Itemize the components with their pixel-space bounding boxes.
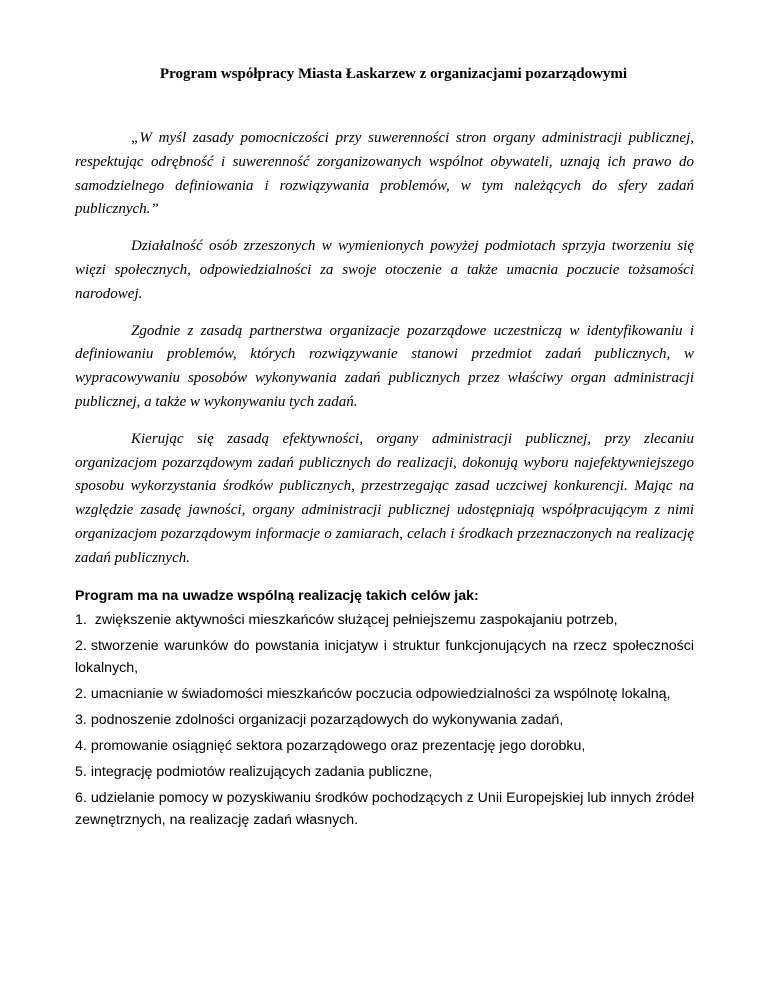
- list-item: [75, 787, 694, 831]
- list-item-number: 1.: [75, 611, 87, 628]
- list-item-number: 6.: [75, 789, 87, 806]
- list-item-text: promowanie osiągnięć sektora pozarządowego oraz prezentację jego dorobku,: [90, 737, 586, 754]
- list-item-text: integrację podmiotów realizujących zadania publiczne,: [90, 763, 433, 780]
- list-item-text: umacnianie w świadomości mieszkańców poczucia odpowiedzialności za wspólnotę lokalną,: [90, 685, 671, 702]
- paragraph-subsidiarity: „W myśl zasady pomocniczości przy suwerenności stron organy administracji publicznej, respektując odrębność i suwerenność zorganizowanych wspólnot obywateli, uznają ich prawo do samodzielnego definiowania i rozwiązywania problemów, w tym należących do sfery zadań publicznych.”: [75, 130, 694, 218]
- list-item-number: 2.: [75, 685, 87, 702]
- list-item: [75, 761, 694, 783]
- document-title: Program współpracy Miasta Łaskarzew z organizacjami pozarządowymi: [159, 66, 628, 82]
- document-page: [75, 62, 694, 835]
- list-item-number: 5.: [75, 763, 87, 780]
- paragraph-partnership: Zgodnie z zasadą partnerstwa organizacje pozarządowe uczestniczą w identyfikowaniu i definiowaniu problemów, których rozwiązywanie stanowi przedmiot zadań publicznych, w wypracowywaniu sposobów wykonywania zadań publicznych przez właściwy organ administracji publicznej, a także w wykonywaniu tych zadań.: [75, 322, 694, 410]
- list-item-text: podnoszenie zdolności organizacji pozarządowych do wykonywania zadań,: [90, 711, 564, 728]
- paragraph-social-bonds: Działalność osób zrzeszonych w wymienionych powyżej podmiotach sprzyja tworzeniu się więzi społecznych, odpowiedzialności za swoje otoczenie a także umacnia poczucie tożsamości narodowej.: [75, 238, 694, 302]
- paragraph-efficiency: Kierując się zasadą efektywności, organy administracji publicznej, przy zlecaniu organizacjom pozarządowym zadań publicznych do realizacji, dokonują wyboru najefektywniejszego sposobu wykorzystania środków publicznych, przestrzegając zasad uczciwej konkurencji. Mając na względzie zasadę jawności, organy administracji publicznej udostępniają współpracującym z nimi organizacjom pozarządowym informacje o zamiarach, celach i środkach przeznaczonych na realizację zadań publicznych.: [75, 430, 694, 566]
- list-item: [75, 709, 694, 731]
- list-item-text: udzielanie pomocy w pozyskiwaniu środków pochodzących z Unii Europejskiej lub innych źródeł zewnętrznych, na realizację zadań własnych.: [75, 789, 694, 828]
- list-item-text: zwiększenie aktywności mieszkańców służącej pełniejszemu zaspokajaniu potrzeb,: [90, 611, 618, 628]
- list-item-number: 4.: [75, 737, 87, 754]
- intro-section: [75, 127, 694, 571]
- list-item: [75, 635, 694, 679]
- list-item: [75, 609, 694, 631]
- list-item: [75, 735, 694, 757]
- list-item: [75, 683, 694, 705]
- list-item-text: stworzenie warunków do powstania inicjatyw i struktur funkcjonujących na rzecz społeczności lokalnych,: [75, 637, 694, 676]
- list-item-number: 2.: [75, 637, 87, 654]
- goals-list: [75, 609, 694, 831]
- goals-heading: Program ma na uwadze wspólną realizację takich celów jak:: [75, 587, 479, 604]
- list-item-number: 3.: [75, 711, 87, 728]
